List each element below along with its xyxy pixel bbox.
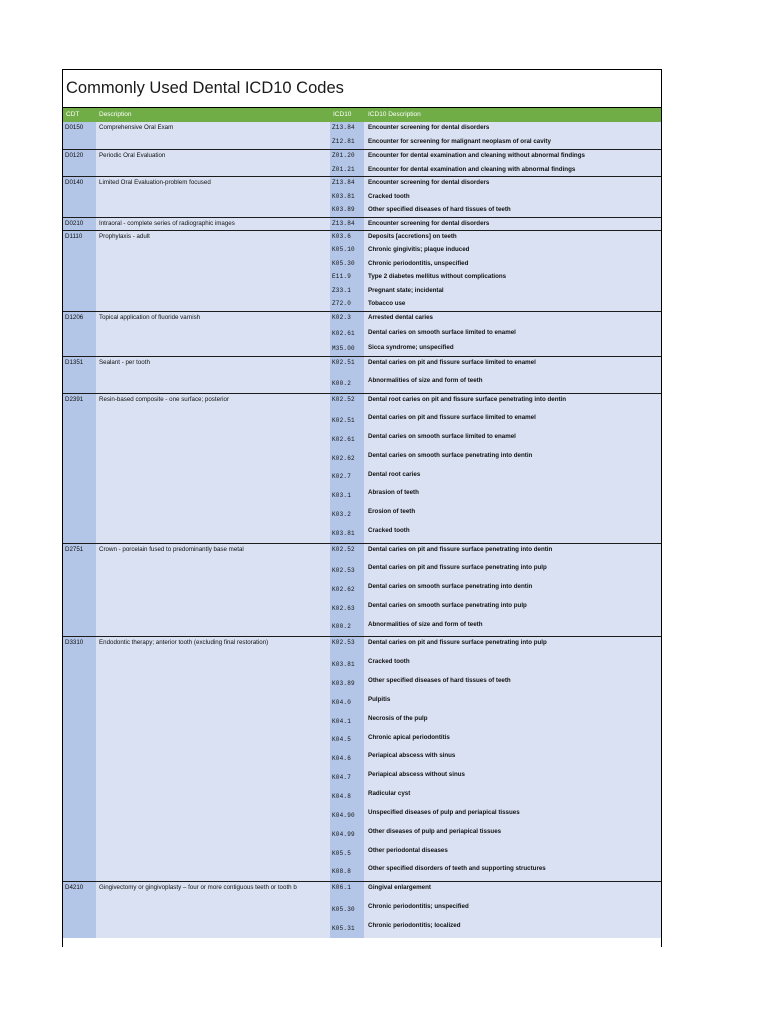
header-icd10: ICD10: [333, 111, 352, 118]
header-description: Description: [99, 111, 132, 118]
cdt-code: D1206: [65, 313, 84, 321]
icd10-code: K04.1: [332, 717, 352, 725]
icd10-description: Pulpitis: [368, 695, 391, 703]
icd10-description: Dental caries on pit and fissure surface penetrating into pulp: [368, 639, 547, 647]
icd10-description: Chronic periodontitis; unspecified: [368, 903, 469, 911]
column-fill: [63, 544, 96, 637]
cdt-description: Comprehensive Oral Exam: [99, 124, 174, 131]
icd10-code: K03.81: [332, 529, 355, 537]
icd10-code: K03.89: [332, 206, 355, 214]
cdt-code: D1351: [65, 358, 84, 366]
icd10-code: Z13.84: [332, 219, 355, 227]
cdt-code: D2391: [65, 395, 84, 403]
code-group-d1351: [63, 356, 661, 393]
icd10-description: Necrosis of the pulp: [368, 714, 428, 722]
icd10-description: Dental caries on pit and fissure surface limited to enamel: [368, 358, 536, 366]
icd10-description: Chronic gingivitis; plaque induced: [368, 246, 470, 253]
code-group-d2391: [63, 393, 661, 543]
column-fill: [96, 231, 330, 311]
icd10-description: Dental caries on pit and fissure surface penetrating into dentin: [368, 545, 553, 553]
icd10-code: K02.63: [332, 604, 355, 612]
icd10-description: Encounter for dental examination and cleaning without abnormal findings: [368, 152, 585, 159]
icd10-code: K02.62: [332, 585, 355, 593]
icd10-code: K06.1: [332, 884, 352, 892]
icd10-code: K02.61: [332, 435, 355, 443]
code-group-d0120: [63, 149, 661, 176]
icd10-description: Abnormalities of size and form of teeth: [368, 377, 483, 384]
icd10-code: K05.30: [332, 259, 355, 267]
column-fill: [63, 394, 96, 543]
cdt-description: Limited Oral Evaluation-problem focused: [99, 179, 211, 186]
icd10-code: K03.1: [332, 492, 352, 500]
icd10-code: K05.30: [332, 906, 355, 914]
icd10-code: K02.51: [332, 417, 355, 425]
icd10-description: Dental caries on smooth surface penetrating into pulp: [368, 601, 527, 609]
icd10-description: Cracked tooth: [368, 658, 410, 666]
column-fill: [63, 637, 96, 881]
icd10-code: K03.2: [332, 510, 352, 518]
cdt-description: Crown - porcelain fused to predominantly base metal: [99, 545, 244, 553]
icd10-code: Z12.81: [332, 137, 355, 145]
icd10-description: Unspecified diseases of pulp and periapical tissues: [368, 808, 520, 816]
column-fill: [330, 394, 364, 543]
icd10-description: Chronic periodontitis, unspecified: [368, 259, 469, 267]
cdt-description: Sealant - per tooth: [99, 358, 150, 366]
icd10-code: K03.81: [332, 661, 355, 669]
header-icd10-description: ICD10 Description: [368, 111, 421, 118]
icd10-code: K02.61: [332, 329, 355, 337]
icd10-description: Chronic apical periodontitis: [368, 733, 450, 741]
icd10-description: Dental root caries on pit and fissure surface penetrating into dentin: [368, 395, 567, 403]
icd10-description: Other specified disorders of teeth and supporting structures: [368, 865, 546, 873]
icd10-code: K04.90: [332, 811, 355, 819]
icd10-code: K02.53: [332, 639, 355, 647]
code-group-d3310: [63, 636, 661, 881]
icd10-code: K00.2: [332, 379, 352, 387]
cdt-code: D0150: [65, 124, 84, 131]
icd10-description: Dental caries on smooth surface limited to enamel: [368, 328, 516, 336]
icd10-description: Other diseases of pulp and periapical tissues: [368, 827, 502, 835]
header-cdt: CDT: [66, 111, 80, 118]
icd10-code: Z13.84: [332, 124, 355, 131]
cdt-code: D0120: [65, 152, 84, 159]
code-group-d0140: [63, 176, 661, 217]
icd10-code: K05.10: [332, 246, 355, 254]
icd10-description: Encounter screening for dental disorders: [368, 124, 490, 131]
code-group-d4210: [63, 881, 661, 938]
icd10-code: K02.7: [332, 473, 352, 481]
icd10-code: K02.3: [332, 313, 352, 321]
icd10-description: Dental caries on pit and fissure surface penetrating into pulp: [368, 564, 547, 572]
icd10-description: Abrasion of teeth: [368, 489, 419, 497]
cdt-code: D0140: [65, 179, 84, 186]
icd10-code: K02.52: [332, 545, 355, 553]
icd10-code: K05.5: [332, 849, 352, 857]
header-row: [63, 108, 661, 122]
cdt-description: Periodic Oral Evaluation: [99, 152, 166, 159]
icd10-code: K03.6: [332, 232, 352, 240]
cdt-description: Resin-based composite - one surface; posterior: [99, 395, 230, 403]
icd10-code: K04.99: [332, 830, 355, 838]
icd10-code: K04.7: [332, 774, 352, 782]
icd10-code: Z01.21: [332, 165, 355, 173]
icd10-code: K03.81: [332, 192, 355, 200]
column-fill: [330, 231, 364, 311]
cdt-description: Topical application of fluoride varnish: [99, 313, 201, 321]
code-group-d0150: [63, 122, 661, 149]
icd10-description: Erosion of teeth: [368, 508, 416, 515]
icd10-description: Gingival enlargement: [368, 884, 431, 892]
icd10-description: Dental caries on smooth surface penetrating into dentin: [368, 583, 533, 590]
icd10-code: K04.6: [332, 755, 352, 763]
icd10-code: K02.52: [332, 395, 355, 403]
icd10-description: Dental caries on smooth surface limited to enamel: [368, 433, 516, 440]
title-row: [63, 70, 661, 108]
cdt-code: D1110: [65, 232, 83, 240]
cdt-description: Prophylaxis - adult: [99, 232, 150, 240]
table-body: [63, 122, 661, 938]
icd10-code: Z13.84: [332, 179, 355, 186]
icd10-description: Radicular cyst: [368, 790, 411, 798]
icd10-description: Sicca syndrome; unspecified: [368, 343, 454, 351]
column-fill: [63, 231, 96, 311]
icd10-code: Z72.0: [332, 300, 352, 308]
icd10-description: Dental caries on smooth surface penetrating into dentin: [368, 451, 533, 459]
column-fill: [96, 394, 330, 543]
icd10-description: Pregnant state; incidental: [368, 286, 444, 294]
icd10-code: K03.89: [332, 679, 355, 687]
cdt-description: Endodontic therapy; anterior tooth (excluding final restoration): [99, 639, 269, 647]
icd10-description: Encounter for screening for malignant neoplasm of oral cavity: [368, 137, 551, 145]
icd10-code: K05.31: [332, 925, 355, 933]
icd10-code: M35.00: [332, 344, 355, 352]
icd10-description: Abnormalities of size and form of teeth: [368, 620, 483, 628]
icd10-code: K04.8: [332, 792, 352, 800]
icd10-description: Other periodontal diseases: [368, 846, 448, 854]
column-fill: [364, 231, 661, 311]
icd10-description: Dental root caries: [368, 470, 421, 478]
icd10-description: Encounter for dental examination and cleaning with abnormal findings: [368, 165, 576, 173]
code-group-d1206: [63, 311, 661, 356]
column-fill: [96, 637, 330, 881]
icd10-description: Periapical abscess without sinus: [368, 771, 465, 779]
icd10-description: Tobacco use: [368, 300, 406, 307]
spreadsheet: [62, 69, 662, 947]
icd10-description: Chronic periodontitis; localized: [368, 922, 461, 930]
column-fill: [96, 544, 330, 637]
icd10-description: Encounter screening for dental disorders: [368, 219, 490, 227]
icd10-code: Z01.20: [332, 152, 355, 159]
icd10-description: Arrested dental caries: [368, 313, 433, 321]
cdt-code: D2751: [65, 545, 84, 553]
icd10-code: E11.9: [332, 273, 352, 281]
icd10-description: Dental caries on pit and fissure surface limited to enamel: [368, 414, 536, 422]
icd10-description: Cracked tooth: [368, 526, 410, 534]
icd10-code: K00.2: [332, 623, 352, 631]
icd10-description: Deposits [accretions] on teeth: [368, 232, 457, 240]
icd10-description: Encounter screening for dental disorders: [368, 179, 490, 186]
icd10-code: K08.8: [332, 868, 352, 876]
icd10-code: K04.5: [332, 736, 352, 744]
cdt-code: D4210: [65, 884, 84, 892]
code-group-d1110: [63, 230, 661, 311]
cdt-code: D0210: [65, 219, 84, 227]
code-group-d2751: [63, 543, 661, 637]
icd10-description: Type 2 diabetes mellitus without complications: [368, 273, 507, 280]
icd10-code: K04.0: [332, 698, 352, 706]
icd10-description: Cracked tooth: [368, 192, 410, 200]
cdt-code: D3310: [65, 639, 84, 647]
code-group-d0210: [63, 217, 661, 230]
icd10-code: K02.51: [332, 358, 355, 366]
icd10-description: Other specified diseases of hard tissues of teeth: [368, 206, 511, 213]
cdt-description: Intraoral - complete series of radiographic images: [99, 219, 235, 227]
icd10-description: Periapical abscess with sinus: [368, 752, 456, 760]
icd10-code: K02.62: [332, 454, 355, 462]
icd10-code: Z33.1: [332, 286, 352, 294]
cdt-description: Gingivectomy or gingivoplasty – four or more contiguous teeth or tooth b: [99, 884, 297, 892]
sheet-title: Commonly Used Dental ICD10 Codes: [66, 79, 344, 97]
icd10-description: Other specified diseases of hard tissues of teeth: [368, 676, 511, 684]
icd10-code: K02.53: [332, 567, 355, 575]
